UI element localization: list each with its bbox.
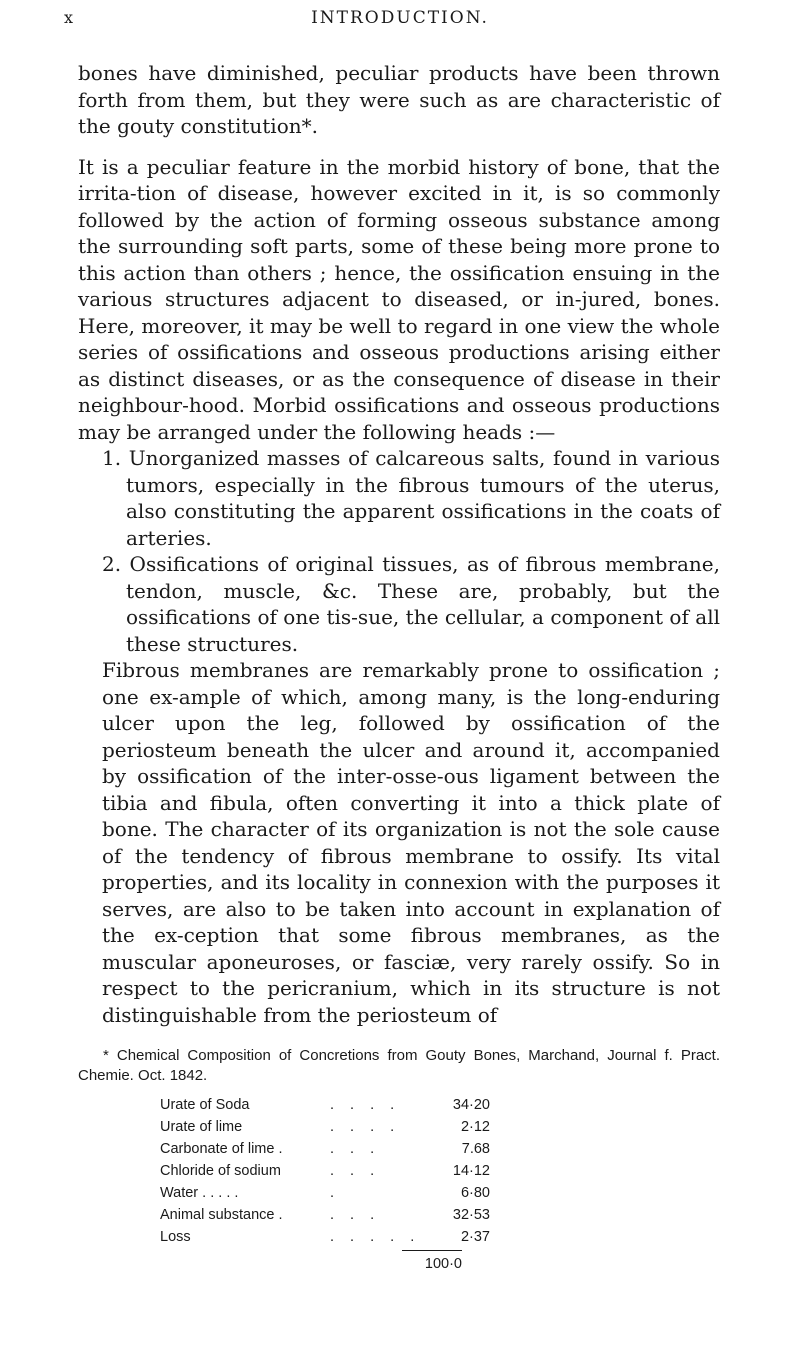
paragraph-3: Fibrous membranes are remarkably prone to ossification ; one ex-ample of which, among many, is the long-enduring ulcer upon the leg, followed by ossification of the periosteum beneath the ulcer and around it, accompanied by ossification of the inter-osse-ous ligament between the tibia and fibula, often converting it into a thick plate of bone. The character of its organization is not the sole cause of the tendency of fibrous membrane to ossify. Its vital properties, and its locality in connexion with the purposes it serves, are also to be taken into account in explanation of the ex-ception that some fibrous membranes, as the muscular aponeuroses, or fasciæ, very rarely ossify. So in respect to the pericranium, which in its structure is not distinguishable from the periosteum of bbox=[102, 658, 720, 1027]
total-value: 100·0 bbox=[424, 1256, 462, 1272]
row-name: Chloride of sodium bbox=[160, 1163, 281, 1179]
page-number: x bbox=[64, 8, 75, 27]
row-name: Animal substance . bbox=[160, 1207, 283, 1223]
table-row bbox=[160, 1138, 490, 1160]
footnote bbox=[78, 1046, 720, 1086]
table-row bbox=[160, 1182, 490, 1204]
row-leader: . . . . bbox=[330, 1097, 401, 1113]
row-leader: . . . bbox=[330, 1141, 381, 1157]
row-name: Loss bbox=[160, 1229, 191, 1245]
row-value: 6·80 bbox=[460, 1185, 490, 1201]
row-name: Water . . . . . bbox=[160, 1185, 239, 1201]
composition-table bbox=[160, 1094, 490, 1248]
row-leader: . . . bbox=[330, 1163, 381, 1179]
page-header bbox=[0, 8, 800, 34]
table-row bbox=[160, 1116, 490, 1138]
footnote-text: * Chemical Composition of Concretions from Gouty Bones, Marchand, Journal f. Pract. Chemie. Oct. 1842. bbox=[78, 1047, 720, 1084]
row-leader: . . . bbox=[330, 1207, 381, 1223]
table-row bbox=[160, 1204, 490, 1226]
list-item-1: 1. Unorganized masses of calcareous salts, found in various tumors, especially in the fibrous tumours of the uterus, also constituting the apparent ossifications in the coats of arteries. bbox=[102, 446, 720, 550]
row-value: 14·12 bbox=[452, 1163, 490, 1179]
row-value: 7.68 bbox=[461, 1141, 490, 1157]
row-leader: . bbox=[330, 1185, 341, 1201]
paragraph-2: It is a peculiar feature in the morbid history of bone, that the irrita-tion of disease, however excited in it, is so commonly followed by the action of forming osseous substance among the surrounding soft parts, some of these being more prone to this action than others ; hence, the ossification ensuing in the various structures adjacent to diseased, or in-jured, bones. Here, moreover, it may be well to regard in one view the whole series of ossifications and osseous productions arising either as distinct diseases, or as the consequence of disease in their neighbour-hood. Morbid ossifications and osseous productions may be arranged under the following heads :— bbox=[78, 154, 720, 444]
row-leader: . . . . . bbox=[330, 1229, 421, 1245]
row-name: Carbonate of lime . bbox=[160, 1141, 283, 1157]
row-name: Urate of lime bbox=[160, 1119, 243, 1135]
row-value: 32·53 bbox=[452, 1207, 490, 1223]
row-value: 2·12 bbox=[460, 1119, 490, 1135]
running-title: INTRODUCTION. bbox=[311, 8, 489, 28]
main-text bbox=[78, 60, 720, 1028]
row-name: Urate of Soda bbox=[160, 1097, 250, 1113]
table-row bbox=[160, 1160, 490, 1182]
list-item-2: 2. Ossifications of original tissues, as of fibrous membrane, tendon, muscle, &c. These are, probably, but the ossifications of one tis-sue, the cellular, a component of all these structures. bbox=[102, 552, 720, 656]
table-row bbox=[160, 1094, 490, 1116]
paragraph-1: bones have diminished, peculiar products have been thrown forth from them, but they were such as are characteristic of the gouty constitution*. bbox=[78, 61, 720, 138]
row-leader: . . . . bbox=[330, 1119, 401, 1135]
total-rule bbox=[402, 1250, 462, 1251]
table-row bbox=[160, 1226, 490, 1248]
row-value: 34·20 bbox=[452, 1097, 490, 1113]
row-value: 2·37 bbox=[460, 1229, 490, 1245]
